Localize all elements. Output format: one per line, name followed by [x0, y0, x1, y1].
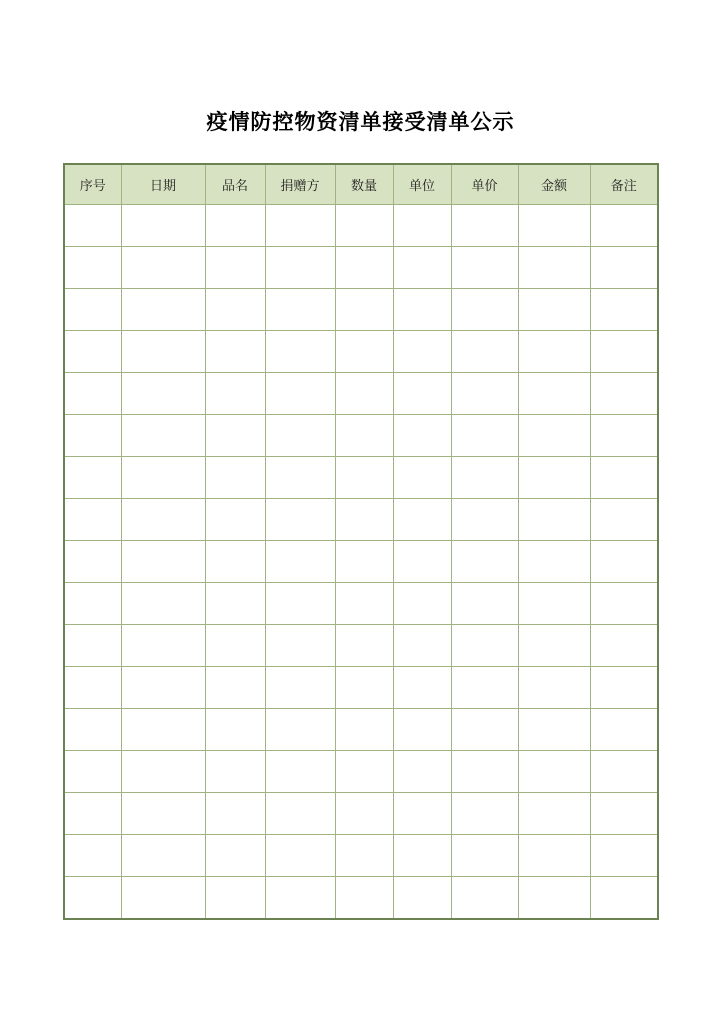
table-cell[interactable] [518, 793, 590, 835]
table-cell[interactable] [451, 205, 518, 247]
table-cell[interactable] [205, 205, 265, 247]
table-cell[interactable] [451, 835, 518, 877]
table-cell[interactable] [451, 709, 518, 751]
table-cell[interactable] [205, 877, 265, 920]
table-cell[interactable] [518, 751, 590, 793]
table-cell[interactable] [265, 793, 335, 835]
table-cell[interactable] [335, 415, 393, 457]
table-cell[interactable] [393, 331, 451, 373]
table-header-row [64, 164, 658, 205]
column-header-quantity: 数量 [335, 164, 393, 205]
table-row [64, 499, 658, 541]
table-cell[interactable] [518, 457, 590, 499]
donation-table [63, 163, 659, 920]
table-cell[interactable] [451, 289, 518, 331]
table-cell[interactable] [518, 667, 590, 709]
table-cell[interactable] [121, 541, 205, 583]
table-cell[interactable] [205, 457, 265, 499]
table-cell[interactable] [64, 835, 121, 877]
table-cell[interactable] [205, 289, 265, 331]
column-header-index: 序号 [64, 164, 121, 205]
table-row [64, 247, 658, 289]
table-cell[interactable] [335, 835, 393, 877]
table-cell[interactable] [451, 877, 518, 920]
table-cell[interactable] [64, 331, 121, 373]
table-body [64, 205, 658, 920]
table-cell[interactable] [518, 625, 590, 667]
table-cell[interactable] [590, 289, 658, 331]
table-cell[interactable] [265, 835, 335, 877]
table-cell[interactable] [64, 667, 121, 709]
table-row [64, 877, 658, 920]
table-cell[interactable] [451, 751, 518, 793]
table-cell[interactable] [393, 541, 451, 583]
table-cell[interactable] [335, 667, 393, 709]
table-cell[interactable] [335, 541, 393, 583]
table-cell[interactable] [590, 499, 658, 541]
table-cell[interactable] [64, 541, 121, 583]
donation-table-container [63, 163, 657, 920]
table-cell[interactable] [64, 709, 121, 751]
table-cell[interactable] [393, 289, 451, 331]
table-row [64, 205, 658, 247]
table-cell[interactable] [335, 289, 393, 331]
column-header-donor: 捐赠方 [265, 164, 335, 205]
table-cell[interactable] [121, 331, 205, 373]
table-row [64, 625, 658, 667]
table-cell[interactable] [265, 709, 335, 751]
table-cell[interactable] [393, 793, 451, 835]
table-row [64, 751, 658, 793]
table-cell[interactable] [518, 289, 590, 331]
table-cell[interactable] [335, 373, 393, 415]
table-cell[interactable] [265, 541, 335, 583]
table-cell[interactable] [590, 373, 658, 415]
table-cell[interactable] [265, 751, 335, 793]
table-cell[interactable] [518, 877, 590, 920]
table-cell[interactable] [518, 331, 590, 373]
table-cell[interactable] [64, 415, 121, 457]
table-cell[interactable] [64, 289, 121, 331]
table-cell[interactable] [64, 625, 121, 667]
column-header-item-name: 品名 [205, 164, 265, 205]
table-cell[interactable] [393, 499, 451, 541]
table-cell[interactable] [451, 457, 518, 499]
table-cell[interactable] [121, 205, 205, 247]
table-cell[interactable] [121, 247, 205, 289]
table-cell[interactable] [451, 499, 518, 541]
table-cell[interactable] [205, 667, 265, 709]
table-cell[interactable] [393, 877, 451, 920]
table-cell[interactable] [518, 709, 590, 751]
column-header-amount: 金额 [518, 164, 590, 205]
table-cell[interactable] [451, 583, 518, 625]
table-cell[interactable] [393, 583, 451, 625]
table-row [64, 793, 658, 835]
table-cell[interactable] [590, 835, 658, 877]
column-header-date: 日期 [121, 164, 205, 205]
table-cell[interactable] [590, 415, 658, 457]
table-cell[interactable] [590, 457, 658, 499]
table-cell[interactable] [64, 205, 121, 247]
table-cell[interactable] [393, 415, 451, 457]
table-cell[interactable] [265, 583, 335, 625]
table-cell[interactable] [335, 205, 393, 247]
table-cell[interactable] [518, 499, 590, 541]
table-cell[interactable] [590, 205, 658, 247]
table-cell[interactable] [518, 835, 590, 877]
table-cell[interactable] [590, 751, 658, 793]
table-cell[interactable] [518, 415, 590, 457]
table-row [64, 709, 658, 751]
table-cell[interactable] [205, 247, 265, 289]
table-cell[interactable] [451, 667, 518, 709]
table-cell[interactable] [518, 205, 590, 247]
table-cell[interactable] [64, 247, 121, 289]
table-cell[interactable] [451, 373, 518, 415]
table-cell[interactable] [64, 583, 121, 625]
table-cell[interactable] [121, 877, 205, 920]
table-cell[interactable] [393, 709, 451, 751]
table-cell[interactable] [205, 709, 265, 751]
table-cell[interactable] [393, 751, 451, 793]
table-row [64, 457, 658, 499]
table-cell[interactable] [335, 499, 393, 541]
table-cell[interactable] [590, 793, 658, 835]
table-cell[interactable] [265, 667, 335, 709]
table-cell[interactable] [265, 625, 335, 667]
table-cell[interactable] [335, 247, 393, 289]
table-cell[interactable] [64, 793, 121, 835]
table-cell[interactable] [121, 583, 205, 625]
table-cell[interactable] [393, 373, 451, 415]
table-cell[interactable] [518, 583, 590, 625]
table-cell[interactable] [590, 877, 658, 920]
table-cell[interactable] [590, 331, 658, 373]
table-cell[interactable] [265, 415, 335, 457]
table-cell[interactable] [451, 541, 518, 583]
table-cell[interactable] [265, 877, 335, 920]
table-cell[interactable] [590, 709, 658, 751]
table-cell[interactable] [265, 247, 335, 289]
column-header-unit: 单位 [393, 164, 451, 205]
table-cell[interactable] [518, 541, 590, 583]
table-cell[interactable] [121, 499, 205, 541]
table-cell[interactable] [451, 625, 518, 667]
table-cell[interactable] [590, 247, 658, 289]
table-cell[interactable] [265, 331, 335, 373]
table-cell[interactable] [121, 415, 205, 457]
table-cell[interactable] [64, 457, 121, 499]
table-cell[interactable] [393, 247, 451, 289]
table-cell[interactable] [393, 205, 451, 247]
table-cell[interactable] [205, 835, 265, 877]
table-cell[interactable] [335, 751, 393, 793]
table-cell[interactable] [121, 751, 205, 793]
table-cell[interactable] [121, 457, 205, 499]
table-cell[interactable] [121, 835, 205, 877]
table-row [64, 835, 658, 877]
table-cell[interactable] [121, 709, 205, 751]
table-cell[interactable] [205, 331, 265, 373]
table-cell[interactable] [518, 373, 590, 415]
table-cell[interactable] [393, 667, 451, 709]
table-cell[interactable] [121, 667, 205, 709]
table-cell[interactable] [121, 625, 205, 667]
table-row [64, 415, 658, 457]
table-cell[interactable] [393, 457, 451, 499]
table-row [64, 289, 658, 331]
table-cell[interactable] [393, 835, 451, 877]
table-cell[interactable] [205, 415, 265, 457]
table-cell[interactable] [64, 499, 121, 541]
table-cell[interactable] [590, 541, 658, 583]
table-cell[interactable] [64, 373, 121, 415]
table-cell[interactable] [205, 583, 265, 625]
table-row [64, 331, 658, 373]
table-row [64, 541, 658, 583]
table-cell[interactable] [451, 247, 518, 289]
table-cell[interactable] [590, 625, 658, 667]
table-cell[interactable] [393, 625, 451, 667]
table-cell[interactable] [64, 751, 121, 793]
table-cell[interactable] [265, 499, 335, 541]
table-cell[interactable] [205, 373, 265, 415]
table-cell[interactable] [590, 583, 658, 625]
table-row [64, 373, 658, 415]
table-cell[interactable] [590, 667, 658, 709]
table-cell[interactable] [205, 541, 265, 583]
table-cell[interactable] [335, 457, 393, 499]
table-cell[interactable] [265, 373, 335, 415]
table-cell[interactable] [335, 709, 393, 751]
column-header-remark: 备注 [590, 164, 658, 205]
table-cell[interactable] [205, 499, 265, 541]
table-cell[interactable] [265, 289, 335, 331]
table-cell[interactable] [451, 793, 518, 835]
table-cell[interactable] [518, 247, 590, 289]
table-cell[interactable] [335, 583, 393, 625]
table-cell[interactable] [265, 205, 335, 247]
table-cell[interactable] [335, 877, 393, 920]
table-cell[interactable] [121, 289, 205, 331]
table-cell[interactable] [205, 625, 265, 667]
column-header-unit-price: 单价 [451, 164, 518, 205]
table-cell[interactable] [121, 793, 205, 835]
table-cell[interactable] [64, 877, 121, 920]
table-cell[interactable] [451, 415, 518, 457]
table-row [64, 667, 658, 709]
table-row [64, 583, 658, 625]
table-cell[interactable] [335, 625, 393, 667]
page-title: 疫情防控物资清单接受清单公示 [206, 110, 515, 134]
table-cell[interactable] [205, 793, 265, 835]
table-cell[interactable] [205, 751, 265, 793]
table-cell[interactable] [335, 331, 393, 373]
table-cell[interactable] [335, 793, 393, 835]
table-cell[interactable] [265, 457, 335, 499]
table-cell[interactable] [121, 373, 205, 415]
table-cell[interactable] [451, 331, 518, 373]
